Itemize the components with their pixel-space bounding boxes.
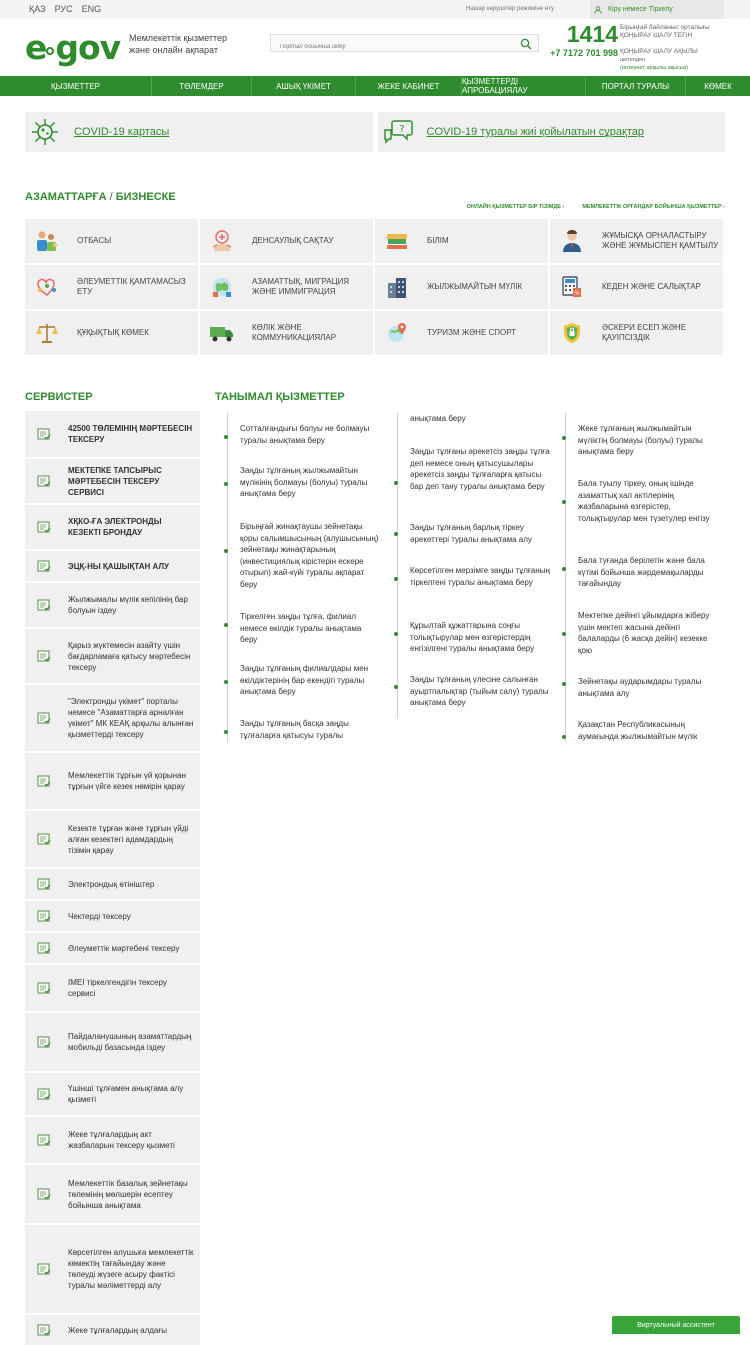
- services-by-agency-link[interactable]: МЕМЛЕКЕТТІК ОРГАНДАР БОЙЫНША ҚЫЗМЕТТЕР ›: [582, 204, 725, 210]
- document-check-icon: [25, 1133, 62, 1147]
- category-transport[interactable]: КӨЛІК ЖӘНЕ КОММУНИКАЦИЯЛАР: [200, 311, 373, 355]
- egov-logo[interactable]: e gov: [25, 28, 121, 67]
- svg-text:?: ?: [398, 124, 405, 135]
- popular-service-label: Көрсетілген мерзімге заңды тұлғаның тіркелгені туралы анықтама беру: [410, 566, 550, 587]
- category-education[interactable]: БІЛІМ: [375, 219, 548, 263]
- audience-switcher: АЗАМАТТАРҒА / БИЗНЕСКЕ: [25, 191, 176, 203]
- bullet-dot: [224, 549, 228, 553]
- top-bar: [0, 0, 750, 19]
- category-tourism-sport[interactable]: ТУРИЗМ ЖӘНЕ СПОРТ: [375, 311, 548, 355]
- hotline: [548, 21, 618, 58]
- service-label: Пайдаланушының азаматтардың мобильді базасында іздеу: [68, 1032, 192, 1052]
- language-switcher: [29, 4, 101, 14]
- service-item[interactable]: [25, 459, 200, 503]
- service-label: Жеке тұлғалардың алдағы: [68, 1325, 168, 1335]
- popular-service-link[interactable]: [578, 478, 718, 524]
- section-links: [467, 204, 725, 210]
- popular-service-label: Құрылтай құжаттарына соңғы толықтырулар мен өзгерістердің енгізілгені туралы анықтама беру: [410, 621, 535, 653]
- document-check-icon: [25, 427, 62, 441]
- service-item[interactable]: [25, 1013, 200, 1071]
- bullet-dot: [562, 632, 566, 636]
- vision-mode-link[interactable]: Нашар көрушілер режиміне өту: [466, 6, 554, 12]
- popular-service-label: Заңды тұлғаның филиалдары мен өкілдіктерінің бар екендігі туралы анықтама беру: [240, 664, 369, 696]
- bullet-dot: [394, 685, 398, 689]
- bullet-dot: [224, 623, 228, 627]
- document-check-icon: [25, 832, 62, 846]
- document-check-icon: [25, 711, 62, 725]
- bullet-dot: [562, 682, 566, 686]
- service-label: "Электронды үкімет" порталы немесе "Азаматтарға арналған үкімет" МК КЕАҚ арқылы алынған қызметтерді тексеру: [68, 697, 194, 739]
- category-employment[interactable]: ЖҰМЫСҚА ОРНАЛАСТЫРУ ЖӘНЕ ЖҰМЫСПЕН ҚАМТЫЛУ: [550, 219, 723, 263]
- popular-service-link[interactable]: [240, 465, 380, 500]
- document-check-icon: [25, 1323, 62, 1337]
- popular-column-1: [225, 413, 379, 742]
- hotline-number[interactable]: 1414: [566, 21, 618, 47]
- nav-about-portal[interactable]: ПОРТАЛ ТУРАЛЫ: [586, 76, 686, 96]
- popular-service-label: Заңды тұлғаның басқа заңды тұлғаларға қатысуы туралы: [240, 719, 349, 740]
- document-check-icon: [25, 941, 62, 955]
- service-label: Кезекте тұрған және тұрғын үйді алған кезектегі адамдардың тізімін қарау: [68, 823, 189, 855]
- logo-dot-icon: [46, 47, 54, 55]
- service-item[interactable]: [25, 505, 200, 549]
- main-nav: [0, 76, 750, 96]
- calculator-icon: [550, 265, 594, 309]
- hotline-phone[interactable]: +7 7172 701 998: [550, 48, 618, 58]
- popular-service-label: Заңды тұлғаның жылжымайтын мүлікінің болмауы (болуы) туралы анықтама беру: [240, 466, 368, 498]
- service-item[interactable]: [25, 811, 200, 867]
- popular-service-label: Заңды тұлғаны әрекетсіз заңды тұлға деп немесе оның қатысушылары әрекетсіз заңды тұлғаларға қатысы бар деп тану туралы анықтама беру: [410, 447, 550, 491]
- service-item[interactable]: [25, 1073, 200, 1115]
- question-chat-icon: [378, 112, 418, 152]
- user-icon: [594, 6, 602, 14]
- service-label: IMEI тіркелгендігін тексеру сервисі: [68, 978, 167, 998]
- popular-service-link[interactable]: [410, 674, 550, 709]
- service-label: Жылжымалы мүлік кепілінің бар болуын іздеу: [68, 595, 188, 615]
- virus-icon: [25, 112, 65, 152]
- service-label: Қарыз жүктемесін азайту үшін бағдарламаға қатысу мәртебесін тексеру: [68, 640, 191, 672]
- service-item[interactable]: [25, 629, 200, 683]
- tab-business[interactable]: БИЗНЕСКЕ: [115, 191, 176, 203]
- service-label: ЭЦҚ-НЫ ҚАШЫҚТАН АЛУ: [68, 561, 169, 571]
- bullet-dot: [394, 577, 398, 581]
- nav-services[interactable]: ҚЫЗМЕТТЕР: [0, 76, 152, 96]
- popular-service-link[interactable]: [578, 423, 718, 458]
- service-item[interactable]: [25, 685, 200, 751]
- social-icon: [25, 265, 69, 309]
- document-check-icon: [25, 1087, 62, 1101]
- popular-service-label: Зейнетақы аударымдары туралы анықтама алу: [578, 677, 702, 698]
- books-icon: [375, 219, 419, 263]
- document-check-icon: [25, 1262, 62, 1276]
- health-icon: [200, 219, 244, 263]
- category-military-security[interactable]: ӘСКЕРИ ЕСЕП ЖӘНЕ ҚАУІПСІЗДІК: [550, 311, 723, 355]
- worker-icon: [550, 219, 594, 263]
- service-label: Әлеуметтік мәртебені тексеру: [68, 943, 180, 953]
- truck-icon: [200, 311, 244, 355]
- popular-service-label: Заңды тұлғаның үлесіне салынған ауыртпалықтар (тыйым салу) туралы анықтама беру: [410, 675, 549, 707]
- virtual-assistant-button[interactable]: Виртуальный ассистент: [612, 1316, 740, 1334]
- popular-service-label: Мектепке дейінгі ұйымдарға жіберу үшін мектеп жасына дейінгі балаларды (6 жасқа дейін) кезекке қою: [578, 611, 710, 655]
- popular-column-3: [563, 413, 713, 742]
- service-item[interactable]: [25, 965, 200, 1011]
- document-check-icon: [25, 598, 62, 612]
- category-health[interactable]: ДЕНСАУЛЫҚ САҚТАУ: [200, 219, 373, 263]
- service-item[interactable]: [25, 1315, 200, 1345]
- lang-kaz[interactable]: ҚАЗ: [29, 4, 46, 14]
- bullet-dot: [394, 481, 398, 485]
- service-label: Чектерді тексеру: [68, 911, 131, 921]
- service-label: 42500 ТӨЛЕМІНІҢ МӘРТЕБЕСІН ТЕКСЕРУ: [68, 424, 193, 444]
- document-check-icon: [25, 981, 62, 995]
- document-check-icon: [25, 559, 62, 573]
- service-item[interactable]: [25, 933, 200, 963]
- category-citizenship-migration[interactable]: АЗАМАТТЫҚ, МИГРАЦИЯ ЖӘНЕ ИММИГРАЦИЯ: [200, 265, 373, 309]
- popular-column-2: [395, 413, 550, 718]
- popular-service-link[interactable]: [578, 555, 718, 590]
- service-item[interactable]: [25, 901, 200, 931]
- service-label: Үшінші тұлғамен анықтама алу қызметі: [68, 1084, 184, 1104]
- service-label: Жеке тұлғалардың акт жазбаларын тексеру қызметі: [68, 1130, 175, 1150]
- document-check-icon: [25, 774, 62, 788]
- nav-help[interactable]: КӨМЕК: [704, 81, 732, 91]
- service-item[interactable]: [25, 1117, 200, 1163]
- category-real-estate[interactable]: ЖЫЛЖЫМАЙТЫН МҮЛІК: [375, 265, 548, 309]
- document-check-icon: [25, 909, 62, 923]
- search-input[interactable]: [271, 39, 511, 55]
- popular-service-label: Бала туғанда берілетін және бала күтімі бойынша жәрдемақыларды тағайындау: [578, 556, 705, 588]
- covid-faq-banner[interactable]: [378, 112, 726, 152]
- popular-service-label: Қазақстан Республикасының аумағында жылжымайтын мүлік: [578, 720, 698, 741]
- bullet-dot: [224, 730, 228, 734]
- service-item[interactable]: [25, 411, 200, 457]
- document-check-icon: [25, 474, 62, 488]
- nav-personal-cabinet[interactable]: ЖЕКЕ КАБИНЕТ: [356, 76, 462, 96]
- covid-map-banner[interactable]: [25, 112, 373, 152]
- services-list: [25, 411, 200, 1347]
- service-label: Электрондық өтініштер: [68, 879, 155, 889]
- bullet-dot: [562, 735, 566, 739]
- login-label: Кіру немесе Тіркелу: [608, 6, 673, 13]
- popular-service-label: Заңды тұлғаның барлық тіркеу әрекеттері туралы анықтама алу: [410, 523, 532, 544]
- popular-service-label: Жеке тұлғаның жылжымайтын мүліктің болмауы (болуы) туралы анықтама беру: [578, 424, 703, 456]
- service-item[interactable]: [25, 869, 200, 899]
- search-box: [270, 34, 539, 52]
- category-family[interactable]: ОТБАСЫ: [25, 219, 198, 263]
- popular-service-label: Сотталғандығы болуы не болмауы туралы анықтама беру: [240, 424, 370, 445]
- service-label: Көрсетілген алушыға мемлекеттік көмектің тағайындау және төлеуді жүзеге асыру фактісі туралы мәліметтерді алу: [68, 1248, 194, 1290]
- popular-services-title: ТАНЫМАЛ ҚЫЗМЕТТЕР: [215, 391, 345, 403]
- globe-icon: [200, 265, 244, 309]
- shield-icon: [550, 311, 594, 355]
- popular-service-label: Бала туылу тіркеу, оның ішінде азаматтық хал актілерінің жазбаларына өзгерістер, толықтырулар мен түзетулер енгізу: [578, 479, 710, 523]
- document-check-icon: [25, 1187, 62, 1201]
- login-button[interactable]: [590, 0, 724, 19]
- popular-service-link[interactable]: [410, 620, 550, 655]
- header: [0, 19, 750, 75]
- covid-faq-link: COVID-19 туралы жиі қойылатын сұрақтар: [426, 126, 644, 138]
- service-label: МЕКТЕПКЕ ТАПСЫРЫС МӘРТЕБЕСІН ТЕКСЕРУ СЕРВИСІ: [68, 465, 162, 497]
- popular-service-label: Бірыңғай жинақтаушы зейнетақы қоры салымшысының (алушысының) зейнетақы жинақтарының (инвестициялық кірістерін ескере отырып) жай-күйі туралы ақпарат беру: [240, 522, 379, 589]
- popular-service-link[interactable]: [240, 423, 380, 446]
- search-icon[interactable]: [520, 37, 532, 49]
- service-label: ХҚКО-ҒА ЭЛЕКТРОНДЫ КЕЗЕКТІ БРОНДАУ: [68, 517, 162, 537]
- popular-service-link[interactable]: [240, 663, 380, 698]
- category-social-security[interactable]: ӘЛЕУМЕТТІК ҚАМТАМАСЫЗ ЕТУ: [25, 265, 198, 309]
- service-item[interactable]: [25, 583, 200, 627]
- covid-map-link: COVID-19 картасы: [74, 126, 170, 138]
- category-grid: [25, 219, 725, 355]
- scales-icon: [25, 311, 69, 355]
- popular-service-link[interactable]: [240, 521, 380, 590]
- bullet-dot: [394, 532, 398, 536]
- document-check-icon: [25, 1035, 62, 1049]
- tagline: Мемлекеттік қызметтер және онлайн ақпарат: [129, 33, 228, 55]
- document-check-icon: [25, 877, 62, 891]
- popular-service-link[interactable]: [578, 610, 718, 656]
- document-check-icon: [25, 520, 62, 534]
- popular-service-link[interactable]: [410, 522, 550, 545]
- bullet-dot: [224, 680, 228, 684]
- bullet-dot: [562, 500, 566, 504]
- family-icon: [25, 219, 69, 263]
- bullet-dot: [224, 435, 228, 439]
- lang-eng[interactable]: ENG: [81, 4, 102, 14]
- services-title: СЕРВИСТЕР: [25, 391, 93, 403]
- popular-service-label: Тіркелген заңды тұлға, филиал немесе өкілдік туралы анықтама беру: [240, 612, 362, 644]
- popular-service-link[interactable]: [240, 718, 380, 741]
- lang-rus[interactable]: РУС: [54, 4, 73, 14]
- category-legal-aid[interactable]: ҚҰҚЫҚТЫҚ КӨМЕК: [25, 311, 198, 355]
- map-pin-icon: [375, 311, 419, 355]
- bullet-dot: [562, 436, 566, 440]
- service-label: Мемлекеттік базалық зейнетақы төлемінің мөлшерін есептеу бойынша анықтама: [68, 1178, 188, 1210]
- popular-service-link[interactable]: [410, 565, 550, 588]
- svg-text:%: %: [574, 290, 580, 297]
- bullet-dot: [562, 567, 566, 571]
- covid-banners: [25, 112, 725, 152]
- popular-service-link[interactable]: [578, 676, 718, 699]
- nav-approbation[interactable]: ҚЫЗМЕТТЕРДІ АПРОБАЦИЯЛАУ: [462, 76, 586, 96]
- service-item[interactable]: [25, 1165, 200, 1223]
- service-item[interactable]: [25, 753, 200, 809]
- tab-citizens[interactable]: АЗАМАТТАРҒА: [25, 191, 107, 203]
- document-check-icon: [25, 649, 62, 663]
- bullet-dot: [394, 632, 398, 636]
- service-item[interactable]: [25, 1225, 200, 1313]
- bullet-dot: [224, 482, 228, 486]
- popular-service-link[interactable]: [410, 446, 550, 492]
- popular-service-link[interactable]: [240, 611, 380, 646]
- popular-service-link[interactable]: [410, 413, 550, 425]
- online-services-link[interactable]: ОНЛАЙН ҚЫЗМЕТТЕР БІР ТІЗІМДЕ ›: [466, 204, 565, 210]
- service-item[interactable]: [25, 551, 200, 581]
- hotline-info: Бірыңғай байланыс орталығы ҚОҢЫРАУ ШАЛУ ТЕГІН ҚОҢЫРАУ ШАЛУ АҚЫЛЫ шетелден (интернет арқылы ақысыз): [620, 24, 710, 71]
- nav-open-government[interactable]: АШЫҚ ҮКІМЕТ: [252, 76, 356, 96]
- popular-service-label: анықтама беру: [410, 414, 466, 423]
- nav-payments[interactable]: ТӨЛЕМДЕР: [152, 76, 252, 96]
- service-label: Мемлекеттік тұрғын үй қорынан тұрғын үйге кезек нөмірін қарау: [68, 771, 186, 791]
- popular-service-link[interactable]: [578, 719, 718, 742]
- category-customs-taxes[interactable]: % КЕДЕН ЖӘНЕ САЛЫҚТАР: [550, 265, 723, 309]
- buildings-icon: [375, 265, 419, 309]
